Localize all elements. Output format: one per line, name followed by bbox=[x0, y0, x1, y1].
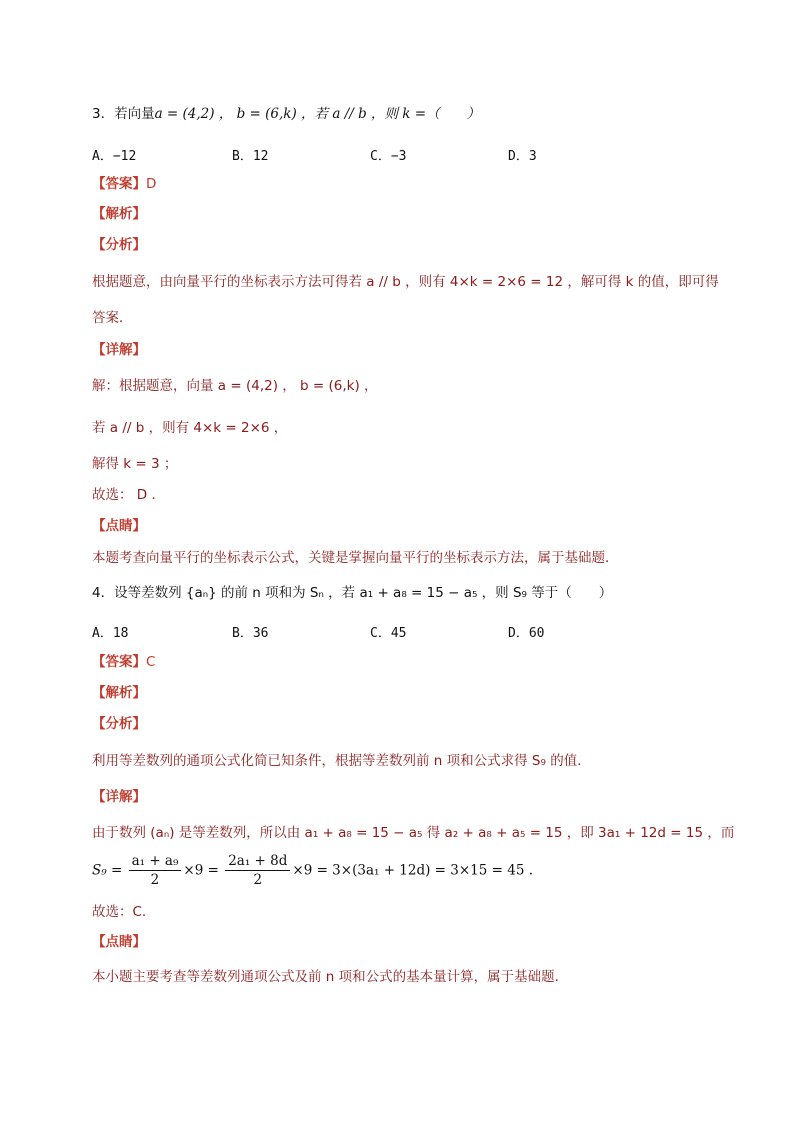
q4-option-b: B．36 bbox=[232, 626, 269, 641]
q3-xj-line4: 故选： D ． bbox=[92, 487, 165, 503]
q4-fraction-2-den: 2 bbox=[253, 872, 263, 888]
q4-fraction-2 bbox=[225, 852, 290, 889]
q4-formula-mid2: ×9 = 3×(3a₁ + 12d) = 3×15 = 45 . bbox=[292, 862, 534, 879]
q3-answer bbox=[92, 174, 156, 194]
q3-option-b: B．12 bbox=[232, 149, 269, 164]
q4-xj-line3: 故选：C. bbox=[92, 904, 147, 920]
q3-answer-tag: 【答案】 bbox=[92, 176, 146, 192]
q3-xj-line2: 若 a // b ，则有 4×k = 2×6 ， bbox=[92, 420, 288, 436]
q3-dianjing: 本题考查向量平行的坐标表示公式，关键是掌握向量平行的坐标表示方法，属于基础题． bbox=[92, 550, 619, 566]
q3-dianjing-tag: 【点睛】 bbox=[92, 518, 146, 534]
q4-answer-value: C bbox=[146, 654, 156, 670]
q4-option-c: C．45 bbox=[370, 626, 407, 641]
q3-fenxi-line1: 根据题意，由向量平行的坐标表示方法可得若 a // b ，则有 4×k = 2×6 = 12 ，解可得 k 的值，即可得 bbox=[92, 274, 719, 290]
q4-formula-mid1: ×9 = bbox=[183, 862, 219, 879]
q4-xj-line1: 由于数列 (aₙ) 是等差数列，所以由 a₁ + a₈ = 15 − a₅ 得 a₂ + a₈ + a₅ = 15 ，即 3a₁ + 12d = 15 ，而 bbox=[92, 825, 735, 841]
q4-option-a: A．18 bbox=[92, 626, 129, 641]
q3-xj-line3: 解得 k = 3 ； bbox=[92, 456, 178, 472]
q4-option-d: D．60 bbox=[508, 626, 545, 641]
q4-stem: 4．设等差数列 {aₙ} 的前 n 项和为 Sₙ ，若 a₁ + a₈ = 15 − a₅ ，则 S₉ 等于（ ） bbox=[92, 585, 613, 601]
q4-xj-formula bbox=[92, 852, 533, 889]
q3-stem-prefix: 3．若向量 bbox=[92, 106, 155, 122]
q3-stem-math: a = (4,2) ， b = (6,k) ，若 a // b ，则 k =（ ） bbox=[154, 106, 481, 122]
q4-fraction-1 bbox=[129, 852, 182, 889]
q3-fenxi-tag: 【分析】 bbox=[92, 237, 146, 253]
q4-answer bbox=[92, 652, 155, 672]
q4-fraction-2-num: 2a₁ + 8d bbox=[225, 852, 290, 871]
q3-xiangjie-tag: 【详解】 bbox=[92, 342, 146, 358]
q3-answer-value: D bbox=[146, 176, 157, 192]
q3-stem bbox=[92, 104, 480, 124]
q4-fenxi: 利用等差数列的通项公式化简已知条件，根据等差数列前 n 项和公式求得 S₉ 的值． bbox=[92, 753, 591, 769]
q4-jiexi-tag: 【解析】 bbox=[92, 685, 146, 701]
q3-option-c: C．−3 bbox=[370, 149, 407, 164]
q3-jiexi-tag: 【解析】 bbox=[92, 206, 146, 222]
q4-answer-tag: 【答案】 bbox=[92, 654, 146, 670]
q4-xiangjie-tag: 【详解】 bbox=[92, 789, 146, 805]
q4-fraction-1-den: 2 bbox=[150, 872, 160, 888]
q3-fenxi-line2: 答案． bbox=[92, 310, 133, 326]
q3-xj-line1: 解：根据题意，向量 a = (4,2) ， b = (6,k) ， bbox=[92, 378, 378, 394]
q4-formula-lhs: S₉ = bbox=[92, 862, 123, 879]
q3-option-d: D．3 bbox=[508, 149, 537, 164]
q4-fraction-1-num: a₁ + a₉ bbox=[129, 852, 182, 871]
q3-option-a: A．−12 bbox=[92, 149, 137, 164]
q4-dianjing-tag: 【点睛】 bbox=[92, 934, 146, 950]
q4-fenxi-tag: 【分析】 bbox=[92, 716, 146, 732]
q4-dianjing: 本小题主要考查等差数列通项公式及前 n 项和公式的基本量计算，属于基础题． bbox=[92, 969, 569, 985]
